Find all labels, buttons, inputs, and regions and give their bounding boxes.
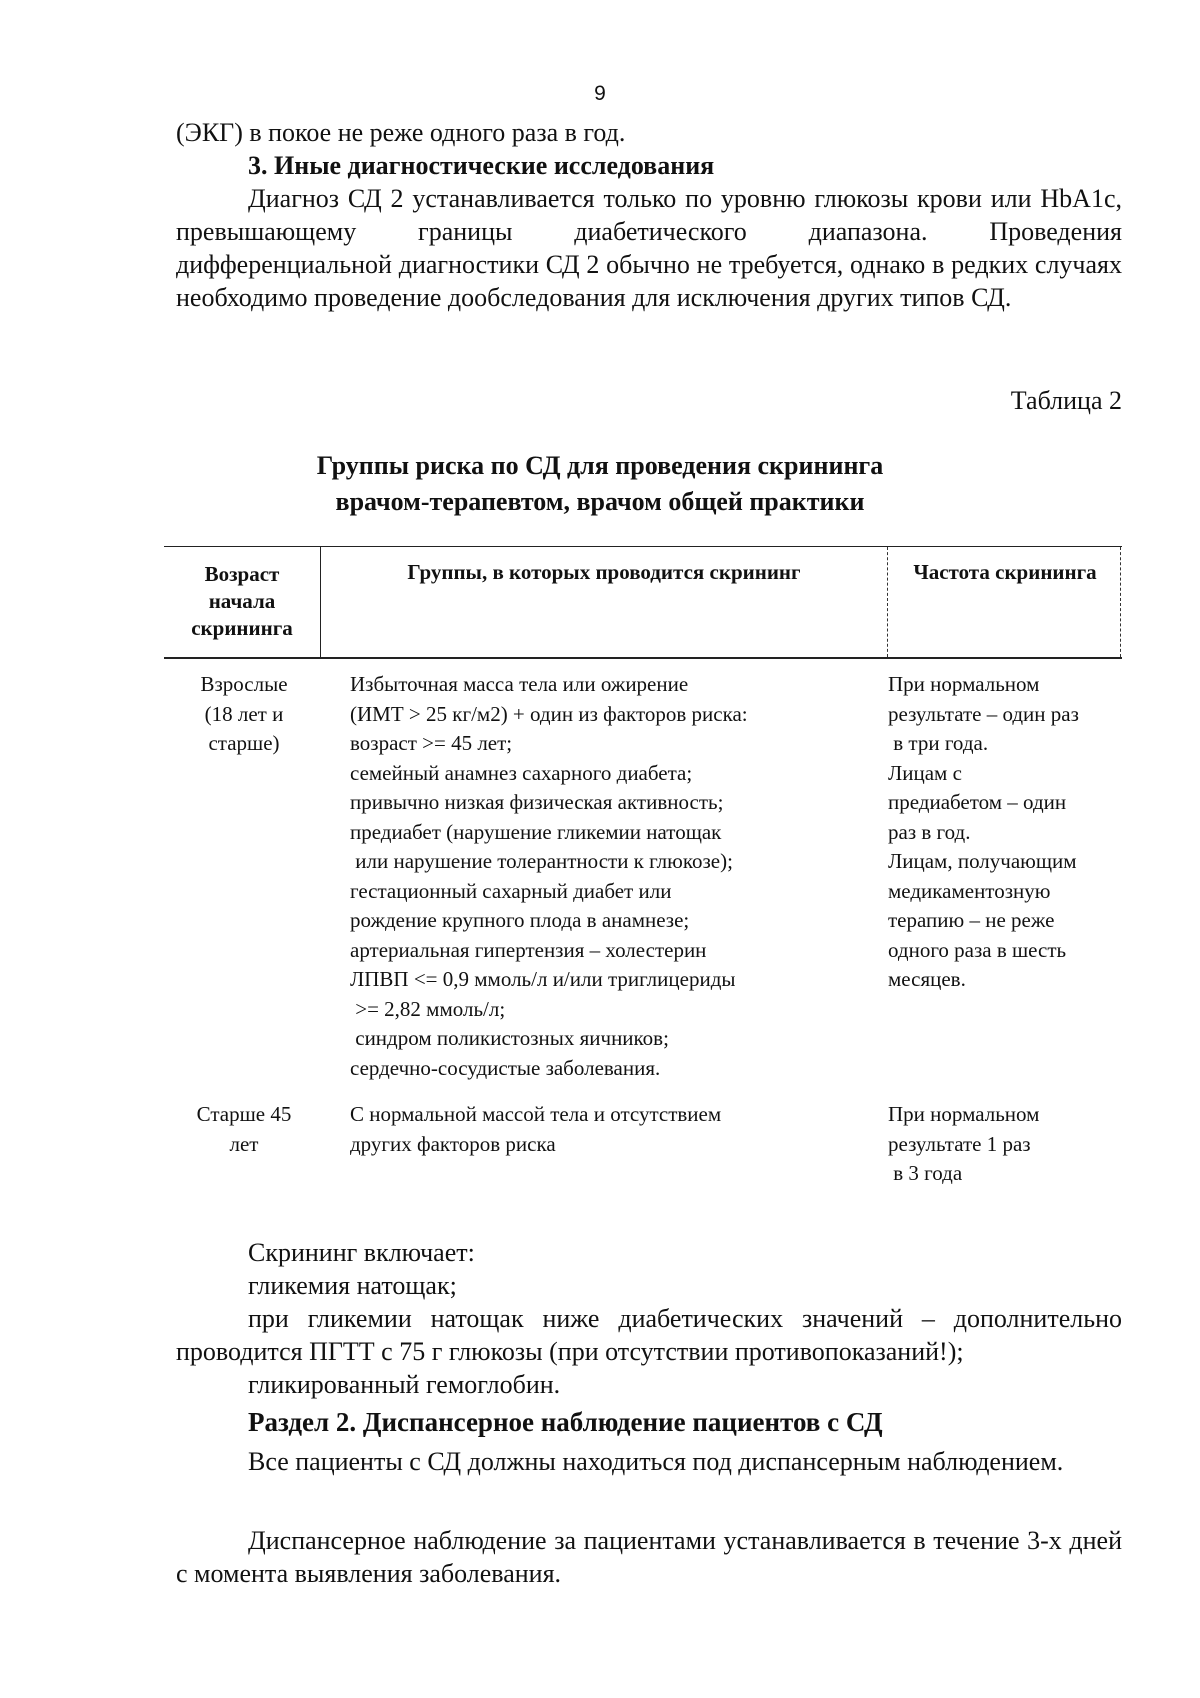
section2-paragraph-1 <box>176 1445 1122 1478</box>
table-label: Таблица 2 <box>1010 386 1122 415</box>
row1-frequency-line: предиабетом – один <box>888 790 1067 814</box>
row1-group-line: или нарушение толерантности к глюкозе); <box>350 849 733 873</box>
row1-frequency-line: одного раза в шесть <box>888 937 1067 962</box>
screening-item-3-text: гликированный гемоглобин. <box>248 1370 561 1399</box>
row1-group-line: >= 2,82 ммоль/л; <box>350 996 506 1021</box>
row2-frequency-line: результате 1 раз <box>888 1131 1031 1156</box>
row1-groups <box>350 670 890 1083</box>
row1-frequency-line: месяцев. <box>888 967 966 991</box>
diagnosis-paragraph-text: Диагноз СД 2 устанавливается только по уровню глюкозы крови или HbA1c, превышающему границы диабетического диапазона. Проведения дифференциальной диагностики СД 2 обычно не требуется, однако в редких случаях необходимо проведение дообследования для исключения других типов СД. <box>176 184 1122 312</box>
screening-item-1 <box>176 1269 1122 1302</box>
row2-age: Старше 45 лет <box>196 1102 292 1156</box>
table-title-line-2: врачом-терапевтом, врачом общей практики <box>335 487 865 516</box>
row1-group-line: сердечно-сосудистые заболевания. <box>350 1055 661 1080</box>
row1-group-line: гестационный сахарный диабет или <box>350 878 672 903</box>
screening-intro <box>176 1236 1122 1269</box>
ecg-line: (ЭКГ) в покое не реже одного раза в год. <box>176 118 626 147</box>
section2-paragraph-2 <box>176 1524 1122 1590</box>
header-frequency: Частота скрининга <box>913 560 1097 584</box>
row1-frequency-line: Лицам с <box>888 760 962 785</box>
row2-frequency-line: в 3 года <box>888 1161 963 1185</box>
section2-paragraph-1-text: Все пациенты с СД должны находиться под диспансерным наблюдением. <box>248 1447 1064 1476</box>
row1-frequency-line: раз в год. <box>888 819 971 844</box>
header-groups: Группы, в которых проводится скрининг <box>407 560 801 584</box>
row1-frequency-line: результате – один раз <box>888 701 1079 726</box>
screening-item-2-text: при гликемии натощак ниже диабетических значений – дополнительно проводится ПГТТ с 75 г глюкозы (при отсутствии противопоказаний!); <box>176 1304 1122 1366</box>
section3-heading: 3. Иные диагностические исследования <box>248 151 715 180</box>
row1-frequency-line: в три года. <box>888 731 989 755</box>
row1-age: Взрослые (18 лет и старше) <box>200 672 288 755</box>
table-title <box>0 448 1200 520</box>
row1-group-line: привычно низкая физическая активность; <box>350 790 724 814</box>
header-divider <box>1120 547 1121 657</box>
screening-item-2 <box>176 1302 1122 1368</box>
row1-frequency-line: При нормальном <box>888 672 1040 696</box>
screening-item-3 <box>176 1368 1122 1401</box>
header-divider <box>887 547 888 657</box>
table-header <box>164 546 1122 659</box>
row1-group-line: семейный анамнез сахарного диабета; <box>350 760 693 785</box>
row1-group-line: ЛПВП <= 0,9 ммоль/л и/или триглицериды <box>350 967 736 991</box>
row1-group-line: рождение крупного плода в анамнезе; <box>350 908 690 932</box>
row1-group-line: Избыточная масса тела или ожирение <box>350 672 689 696</box>
screening-item-1-text: гликемия натощак; <box>248 1271 457 1300</box>
row1-group-line: артериальная гипертензия – холестерин <box>350 937 707 962</box>
row1-group-line: (ИМТ > 25 кг/м2) + один из факторов риска: <box>350 701 748 726</box>
row2-groups <box>350 1100 890 1159</box>
row1-group-line: предиабет (нарушение гликемии натощак <box>350 819 722 844</box>
row2-frequency <box>888 1100 1122 1189</box>
screening-intro-text: Скрининг включает: <box>248 1238 475 1267</box>
row2-group-line: других факторов риска <box>350 1131 556 1156</box>
page-number: 9 <box>594 82 606 105</box>
row1-group-line: синдром поликистозных яичников; <box>350 1026 669 1050</box>
header-age: Возраст начала скрининга <box>191 562 293 640</box>
row2-frequency-line: При нормальном <box>888 1102 1040 1126</box>
row1-frequency <box>888 670 1122 995</box>
header-divider <box>320 547 321 657</box>
row1-frequency-line: Лицам, получающим <box>888 849 1077 873</box>
row2-group-line: С нормальной массой тела и отсутствием <box>350 1102 722 1126</box>
table-title-line-1: Группы риска по СД для проведения скрининга <box>316 451 884 480</box>
section2-paragraph-2-text: Диспансерное наблюдение за пациентами устанавливается в течение 3-х дней с момента выявления заболевания. <box>176 1526 1122 1588</box>
row1-frequency-line: медикаментозную <box>888 878 1051 903</box>
section2-title: Раздел 2. Диспансерное наблюдение пациентов с СД <box>248 1407 883 1437</box>
diagnosis-paragraph <box>176 182 1122 314</box>
row1-frequency-line: терапию – не реже <box>888 908 1055 932</box>
row1-group-line: возраст >= 45 лет; <box>350 731 513 755</box>
